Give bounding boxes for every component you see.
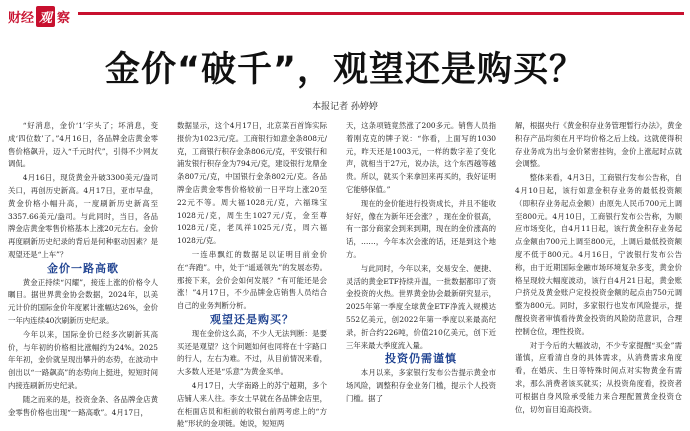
paragraph: 现在的金价能进行投资成长，并且不能收好好，像在为新年还会涨？，现在金价很高，有一部分商家会到来到期，现在的金价涨高的话，……，今年本次会涨的话，还是到这个地方。: [346, 198, 496, 259]
paragraph: 解，根据央行《黄金积存业务管理暂行办法》，黄金积存产品均须在月平均价格之后上线。这就使得积存业务成为出与金价紧密挂钩，金价上涨起时点就会调整。: [515, 121, 682, 169]
paragraph: 随之而来的是，投资金条、各品牌金店黄金零售价格也出现“一路高歌”。4月17日，: [8, 394, 158, 417]
paragraph: 整体来看，4月3日，工商银行发布公告称，自4月10日起，该行如意金积存业务的最低投资额（即积存业务起点金额）由原先人民币700元上调至800元。4月10日，工商银行发布公告称，为顺应市场变化，自4月11日起，该行黄金积存业务起点金额由700元上调至800元，上调后最低投资额度不低于800元。4月16日，宁波银行发布公告称，由于近期国际金融市场环境复杂多变，黄金价格呈现较大幅度波动，该行自4月21日起，黄金账户挤兑及黄金账户定投投资金额的起点由750元调整为800元。同时，多家银行也发布风险提示，提醒投资者审慎看待黄金投资的风险防范意识，合理控制仓位，理性投资。: [515, 173, 682, 336]
paragraph: 4月16日，现货黄金升破3300美元/盎司关口，再创历史新高。4月17日，亚市早盘，黄金价格小幅升高，一度刷新历史新高至3357.66美元/盎司。与此同时，当日，各品牌金店黄金零售价格基本上涨20元左右。金价再度刷新历史纪录的背后是何种驱动因素？是观望还是“上车”？: [8, 173, 158, 259]
paragraph: 对于今后的大幅波动，不少专家提醒“买金”需谨慎，应看清自身的具体需求，从消费需求角度看，在婚庆、生日等特殊时间点对实物黄金有需求，那么消费者该买就买；从投资角度看，投资者可根据自身风险承受能力来合理配置黄金投资仓位，切勿盲目追高投资。: [515, 340, 682, 414]
section-header: [0, 0, 690, 30]
paragraph: 一连串飘红的数据足以证明目前金价在“奔跑”。中，处于“遥遥领先”的发展态势。那接下来，会价会如何发展？“有可能还是会涨！”4月17日，不少品牌金店销售人员结合自己的业务判断分析。: [177, 249, 327, 311]
subheading: 金价一路高歌: [47, 261, 119, 275]
article-column-3: [346, 120, 496, 403]
column-label: [2, 2, 78, 30]
paragraph: 现在金价这么高，不少人无法判断：是要买还是观望？这个问题如何也同将在十字路口的行人，左右为难。不过，从目前情况来看，大多数人还是“乐意”为黄金买单。: [177, 328, 327, 377]
paragraph: 今年以来，国际金价已经多次刷新其高价，与年初的价格相比涨幅约为24%。2025年年初，金价就呈现出攀升的态势，在波动中创出以“一路飙高”的态势向上挺进，短短时间内接连刷新历史纪录。: [8, 329, 158, 390]
paragraph: “好消息，金价‘1’字头了；坏消息，变成‘四位数’了。”4月16日，各品牌金店黄金零售价格飙升，迈入“千元时代”，引得不少网友调侃。: [8, 121, 158, 169]
headline: 金价“破千”，观望还是购买？: [104, 50, 585, 90]
column-label-part2: 观: [36, 6, 55, 27]
paragraph: 天，这条项链竟然涨了200多元。销售人员指着刚克克的牌子说：“你看，上面写的1030元，昨天还是1003元，一样的数字差了变化声，就相当于27元，说办法，这个东西越等越贵。所以，就买个来拿回来再买的，我好证明它能够保值。”: [346, 121, 496, 194]
paragraph: 黄金正持续“闪耀”，接连上涨的价格令人瞩目。据世界黄金协会数据，2024年，以美元计价的国际金价年度累计涨幅达26%，金价一年内连续40次刷新历史纪录。: [8, 277, 158, 325]
subheading: 投资仍需谨慎: [385, 352, 457, 366]
paragraph: 4月17日，大学南路上的苏宁超期，多个店铺人来人往。李女士早就在各品牌金店里，在柜面店员和柜前的收银台前两考虑上的“方舱”形状的金项链。她说，短短两: [177, 380, 327, 429]
article-column-2: [177, 120, 327, 429]
header-rule: [6, 12, 684, 15]
article-column-4: [515, 120, 682, 414]
column-label-part1: 财经: [8, 10, 35, 26]
column-label-part3: 察: [57, 10, 71, 26]
paragraph: 与此同时，今年以来，交易安全、便捷、灵活的黄金ETF持续升温，一批数据都印了资金投资的火热。世界黄金协会最新研究显示，2025年第一季度全球黄金ETF净流入规模达552亿美元，创2022年第一季度以来最高纪录，折合约226吨，价值210亿美元，创下近三年来最大季度流入量。: [346, 263, 496, 350]
subheading: 观望还是购买？: [210, 312, 294, 326]
paragraph: 本月以来，多家银行发布公告提示黄金市场风险，调整积存金业务门槛，提示个人投资门槛。据了: [346, 368, 496, 403]
paragraph: 数据显示，这个4月17日，北京菜百首饰实际报价为1023元/克。工商银行如意金条808元/克，工商银行积存金条806元/克，平安银行和浦发银行积存金为794元/克，建设银行龙鼎金条807元/克，中国银行金条802元/克。各品牌金店黄金零售价格较前一日平均上涨20至22元不等。周大福1028元/克，六福珠宝1028元/克，周生生1027元/克，金至尊1028元/克，老凤祥1025元/克，周六福1028元/克。: [177, 121, 327, 246]
byline: 本报记者 孙婷婷: [312, 102, 378, 112]
article-column-1: [8, 120, 158, 417]
